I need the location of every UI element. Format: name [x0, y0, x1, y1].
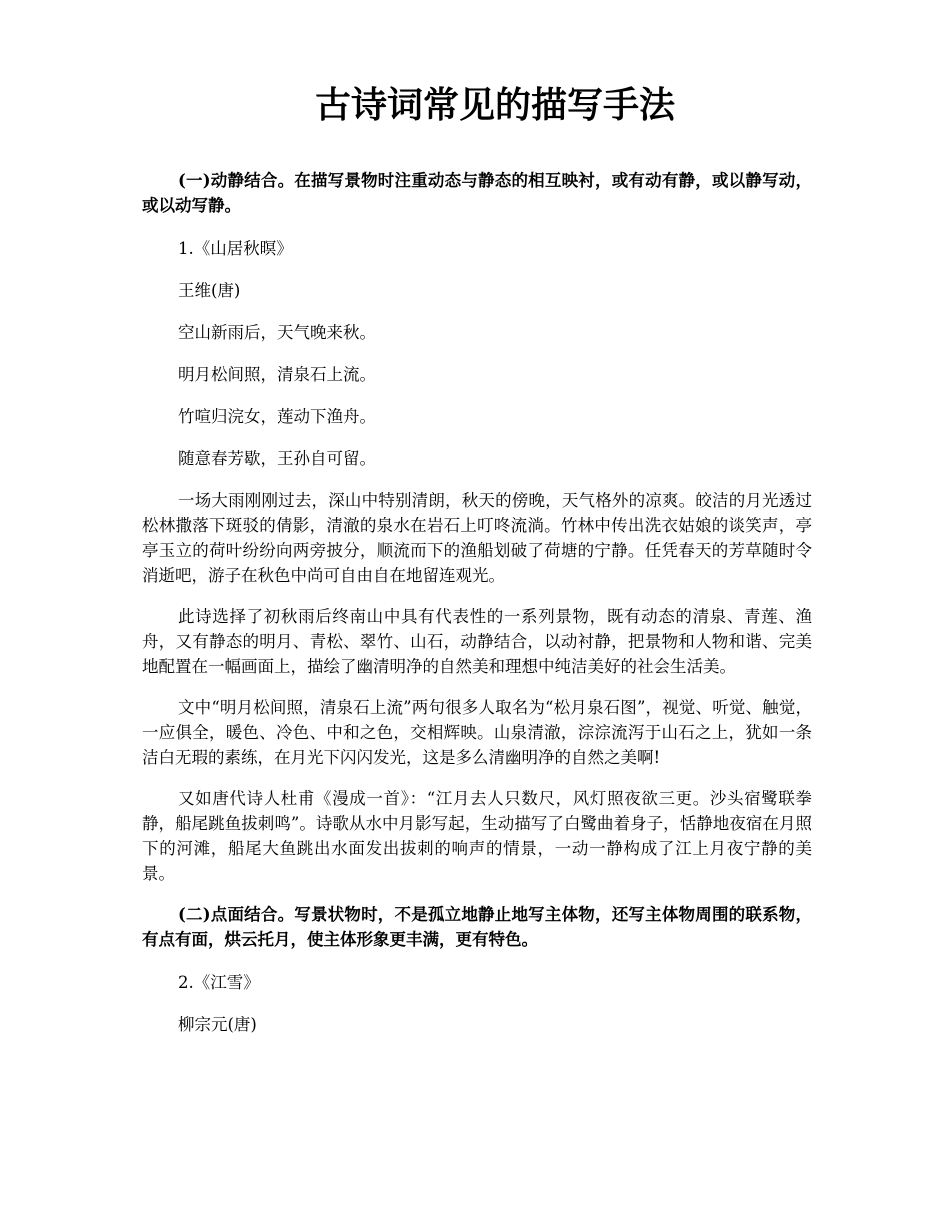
poem-author-1: 王维(唐)	[178, 281, 241, 300]
section-heading-1: (一)动静结合。在描写景物时注重动态与静态的相互映衬，或有动有静，或以静写动，或以动写静。	[142, 171, 812, 215]
body-paragraph: 又如唐代诗人杜甫《漫成一首》：“江月去人只数尺，风灯照夜欲三更。沙头宿鹭联拳静，船尾跳鱼拔刺鸣”。诗歌从水中月影写起，生动描写了白鹭曲着身子，恬静地夜宿在月照下的河滩，船尾大鱼跳出水面发出拔刺的响声的情景，一动一静构成了江上月夜宁静的美景。	[142, 789, 812, 883]
poem-title-2: 2.《江雪》	[178, 973, 260, 992]
document-body	[142, 168, 812, 1054]
poem-line: 竹喧归浣女，莲动下渔舟。	[178, 407, 376, 426]
poem-line: 空山新雨后，天气晚来秋。	[178, 323, 376, 342]
poem-line: 随意春芳歇，王孙自可留。	[178, 449, 376, 468]
document-title: 古诗词常见的描写手法	[314, 84, 675, 126]
poem-title-1: 1.《山居秋暝》	[178, 239, 293, 258]
poem-line: 明月松间照，清泉石上流。	[178, 365, 376, 384]
section-heading-2: (二)点面结合。写景状物时，不是孤立地静止地写主体物，还写主体物周围的联系物，有点有面，烘云托月，使主体形象更丰满，更有特色。	[142, 905, 812, 949]
poem-author-2: 柳宗元(唐)	[178, 1015, 257, 1034]
body-paragraph: 此诗选择了初秋雨后终南山中具有代表性的一系列景物，既有动态的清泉、青莲、渔舟，又有静态的明月、青松、翠竹、山石，动静结合，以动衬静，把景物和人物和谐、完美地配置在一幅画面上，描绘了幽清明净的自然美和理想中纯洁美好的社会生活美。	[142, 607, 812, 676]
body-paragraph: 文中“明月松间照，清泉石上流”两句很多人取名为“松月泉石图”，视觉、听觉、触觉，一应俱全，暖色、冷色、中和之色，交相辉映。山泉清澈，淙淙流泻于山石之上，犹如一条洁白无瑕的素练，在月光下闪闪发光，这是多么清幽明净的自然之美啊!	[142, 698, 812, 767]
body-paragraph: 一场大雨刚刚过去，深山中特别清朗，秋天的傍晚，天气格外的凉爽。皎洁的月光透过松林撒落下斑驳的倩影，清澈的泉水在岩石上叮咚流淌。竹林中传出洗衣姑娘的谈笑声，亭亭玉立的荷叶纷纷向两旁披分，顺流而下的渔船划破了荷塘的宁静。任凭春天的芳草随时令消逝吧，游子在秋色中尚可自由自在地留连观光。	[142, 491, 812, 585]
